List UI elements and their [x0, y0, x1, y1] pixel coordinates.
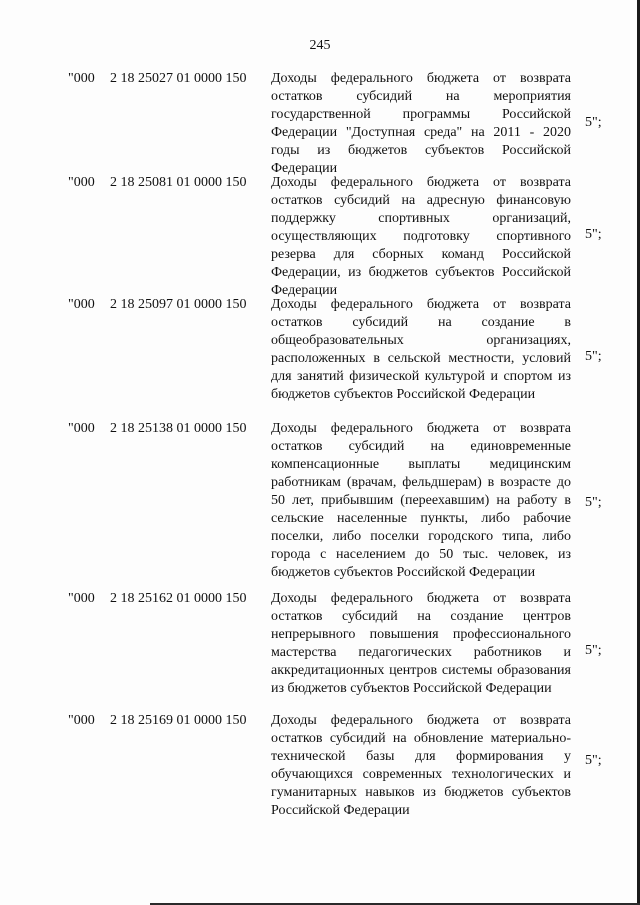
code-number: 2 18 25027 01 0000 150	[110, 71, 247, 86]
code-prefix: "000	[68, 713, 95, 728]
code-prefix: "000	[68, 591, 95, 606]
row-suffix: 5";	[585, 643, 602, 658]
row-suffix: 5";	[585, 227, 602, 242]
code-number: 2 18 25138 01 0000 150	[110, 421, 247, 436]
budget-code	[68, 420, 247, 438]
row-suffix: 5";	[585, 349, 602, 364]
code-description: Доходы федерального бюджета от возврата остатков субсидий на создание центров непрерывного повышения профессионального мастерства педагогических работников и аккредитационных центров системы образования из бюджетов субъектов Российской Федерации	[271, 591, 571, 696]
code-description: Доходы федерального бюджета от возврата остатков субсидий на адресную финансовую поддержку спортивных организаций, осуществляющих подготовку спортивного резерва для сборных команд Российской Федерации, из бюджетов субъектов Российской Федерации	[271, 175, 571, 298]
budget-code	[68, 70, 247, 88]
budget-code	[68, 174, 247, 192]
code-prefix: "000	[68, 71, 95, 86]
code-description: Доходы федерального бюджета от возврата остатков субсидий на обновление материально-технической базы для формирования у обучающихся современных технологических и гуманитарных навыков из бюджетов субъектов Российской Федерации	[271, 713, 571, 818]
row-suffix: 5";	[585, 115, 602, 130]
budget-code	[68, 296, 247, 314]
code-number: 2 18 25081 01 0000 150	[110, 175, 247, 190]
code-description: Доходы федерального бюджета от возврата остатков субсидий на создание в общеобразовательных организациях, расположенных в сельской местности, условий для занятий физической культурой и спортом из бюджетов субъектов Российской Федерации	[271, 297, 571, 402]
code-number: 2 18 25169 01 0000 150	[110, 713, 247, 728]
code-number: 2 18 25162 01 0000 150	[110, 591, 247, 606]
budget-code	[68, 712, 247, 730]
code-prefix: "000	[68, 421, 95, 436]
code-description: Доходы федерального бюджета от возврата остатков субсидий на мероприятия государственной программы Российской Федерации "Доступная среда" на 2011 - 2020 годы из бюджетов субъектов Российской Федерации	[271, 71, 571, 176]
code-prefix: "000	[68, 175, 95, 190]
budget-code	[68, 590, 247, 608]
code-prefix: "000	[68, 297, 95, 312]
code-number: 2 18 25097 01 0000 150	[110, 297, 247, 312]
row-suffix: 5";	[585, 495, 602, 510]
code-description: Доходы федерального бюджета от возврата остатков субсидий на единовременные компенсационные выплаты медицинским работникам (врачам, фельдшерам) в возрасте до 50 лет, прибывшим (переехавшим) на работу в сельские населенные пункты, либо рабочие поселки, либо поселки городского типа, либо города с населением до 50 тыс. человек, из бюджетов субъектов Российской Федерации	[271, 421, 571, 580]
page-number: 245	[309, 38, 331, 53]
row-suffix: 5";	[585, 753, 602, 768]
